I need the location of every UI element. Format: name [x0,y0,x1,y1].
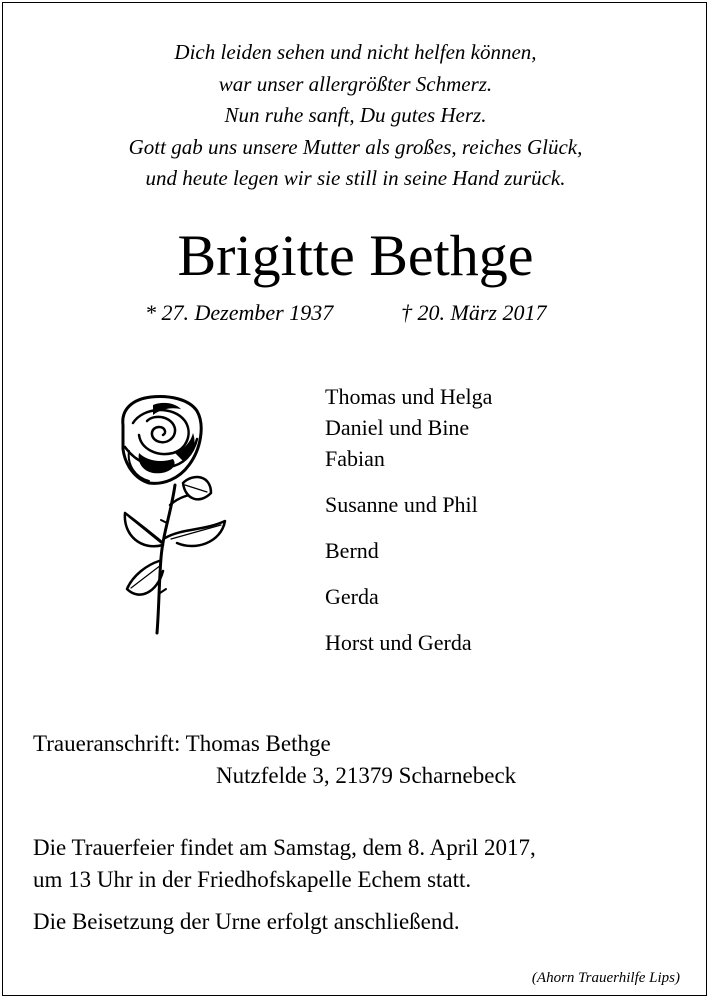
mourner-group [325,489,492,520]
rose-icon [113,393,233,653]
obituary-notice [2,2,707,996]
mourners-list [325,381,492,658]
poem-line: und heute legen wir sie still in seine Hand zurück. [145,166,566,190]
mourning-address [33,728,516,792]
deceased-name: Brigitte Bethge [177,223,534,288]
mourner-line: Daniel und Bine [325,415,470,440]
funeral-home-credit: (Ahorn Trauerhilfe Lips) [531,970,680,986]
mourner-group [325,381,492,474]
birth-date: * 27. Dezember 1937 [145,300,334,325]
mourner-line: Thomas und Helga [325,384,493,409]
address-line-1: Traueranschrift: Thomas Bethge [33,731,331,756]
address-line-2: Nutzfelde 3, 21379 Scharnebeck [216,763,517,788]
mourner-line: Susanne und Phil [325,492,478,517]
poem-line: Dich leiden sehen und nicht helfen können, [174,40,537,64]
memorial-poem [3,37,708,195]
funeral-service-info [33,832,536,896]
mourner-group [325,627,492,658]
service-line: um 13 Uhr in der Friedhofskapelle Echem statt. [33,867,472,892]
urn-burial-info: Die Beisetzung der Urne erfolgt anschließend. [33,909,460,934]
service-line: Die Trauerfeier findet am Samstag, dem 8. April 2017, [33,835,536,860]
mourner-group [325,535,492,566]
mourner-line: Bernd [325,538,379,563]
mourner-line: Horst und Gerda [325,630,472,655]
poem-line: Gott gab uns unsere Mutter als großes, reiches Glück, [128,134,583,159]
death-date: † 20. März 2017 [401,300,547,325]
mourner-line: Gerda [325,584,379,609]
mourner-line: Fabian [325,446,385,471]
poem-line: Nun ruhe sanft, Du gutes Herz. [224,103,487,127]
mourner-group [325,581,492,612]
poem-line: war unser allergrößter Schmerz. [218,71,493,96]
